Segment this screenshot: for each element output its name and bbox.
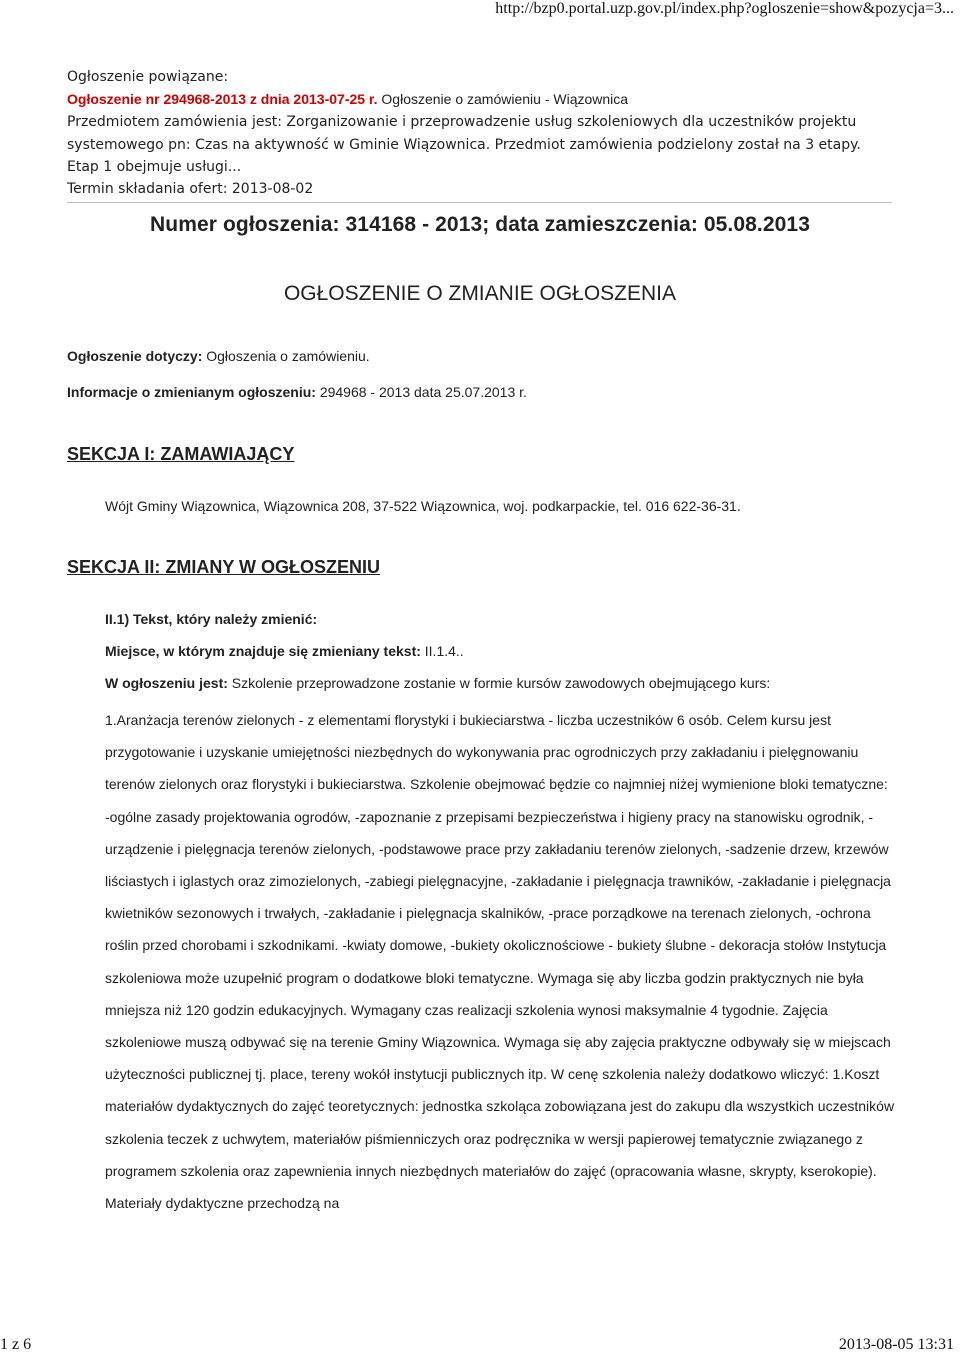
section-2-place xyxy=(105,643,464,659)
divider xyxy=(67,202,892,203)
section-2-title: SEKCJA II: ZMIANY W OGŁOSZENIU xyxy=(67,557,381,577)
section-1-text: Wójt Gminy Wiązownica, Wiązownica 208, 37-522 Wiązownica, woj. podkarpackie, tel. 016 622-36-31. xyxy=(105,498,741,514)
related-headline xyxy=(67,88,897,111)
section-2-item: II.1) Tekst, który należy zmienić: xyxy=(105,611,318,627)
related-deadline: Termin składania ofert: 2013-08-02 xyxy=(67,181,314,198)
notice-heading: OGŁOSZENIE O ZMIANIE OGŁOSZENIA xyxy=(283,282,677,305)
notice-info xyxy=(67,384,527,400)
section-2-body xyxy=(105,704,895,1219)
section-2-place-label: Miejsce, w którym znajduje się zmieniany tekst: xyxy=(105,643,421,659)
section-2-body-text: 1.Aranżacja terenów zielonych - z elementami florystyki i bukieciarstwa - liczba uczestników 6 osób. Celem kursu jest przygotowanie i uzyskanie umiejętności niezbędnych do wykonywania prac ogrodniczych przy zakładaniu i pielęgnowaniu terenów zielonych oraz florystyki i bukieciarstwa. Szkolenie obejmować będzie co najmniej niżej wymienione bloki tematyczne: -ogólne zasady projektowania ogrodów, -zapoznanie z przepisami bezpieczeństwa i higieny pracy na stanowisku ogrodnik, -urządzenie i pielęgnacja terenów zielonych, -podstawowe prace przy zakładaniu terenów zielonych, -sadzenie drzew, krzewów liściastych i iglastych oraz zimozielonych, -zabiegi pielęgnacyjne, -zakładanie i pielęgnacja trawników, -zakładanie i pielęgnacja kwietników sezonowych i trwałych, -zakładanie i pielęgnacja skalników, -prace porządkowe na terenach zielonych, -ochrona roślin przed chorobami i szkodnikami. -kwiaty domowe, -bukiety okolicznościowe - bukiety ślubne - dekoracja stołów Instytucja szkoleniowa może uzupełnić program o dodatkowe bloki tematyczne. Wymaga się aby liczba godzin praktycznych nie była mniejsza niż 120 godzin edukacyjnych. Wymagany czas realizacji szkolenia wynosi maksymalnie 4 tygodnie. Zajęcia szkoleniowe muszą odbywać się na terenie Gminy Wiązownica. Wymaga się aby zajęcia praktyczne odbywały się w miejscach użyteczności publicznej tj. place, tereny wokół instytucji publicznych itp. W cenę szkolenia należy dodatkowo wliczyć: 1.Koszt materiałów dydaktycznych do zajęć teoretycznych: jednostka szkoląca zobowiązana jest do zakupu dla wszystkich uczestników szkolenia teczek z uchwytem, materiałów piśmienniczych oraz podręcznika w wersji papierowej tematycznie związanego z programem szkolenia oraz zapewnienia innych niezbędnych materiałów do zajęć (opracowania własne, skrypty, kserokopie). Materiały dydaktyczne przechodzą na xyxy=(105,712,895,1212)
page-url: http://bzp0.portal.uzp.gov.pl/index.php?ogloszenie=show&pozycja=3... xyxy=(495,0,954,17)
section-2-place-value: II.1.4.. xyxy=(420,643,464,659)
related-title: Ogłoszenie powiązane: xyxy=(67,69,229,85)
related-description: Przedmiotem zamówienia jest: Zorganizowanie i przeprowadzenie usług szkoleniowych dla uczestników projektu systemowego pn: Czas na aktywność w Gminie Wiązownica. Przedmiot zamówienia podzielony został na 3 etapy. Etap 1 obejmuje usługi... xyxy=(67,114,861,175)
notice-info-value: 294968 - 2013 data 25.07.2013 r. xyxy=(315,384,527,400)
notice-concerns xyxy=(67,348,370,364)
print-timestamp: 2013-08-05 13:31 xyxy=(838,1336,954,1353)
related-notice xyxy=(67,66,897,200)
section-2-is xyxy=(105,675,770,691)
page-number: 1 z 6 xyxy=(0,1336,32,1353)
notice-concerns-value: Ogłoszenia o zamówieniu. xyxy=(202,348,370,364)
section-2-is-value: Szkolenie przeprowadzone zostanie w formie kursów zawodowych obejmującego kurs: xyxy=(227,675,771,691)
section-2-is-label: W ogłoszeniu jest: xyxy=(105,675,228,691)
notice-concerns-label: Ogłoszenie dotyczy: xyxy=(67,348,203,364)
section-1-title: SEKCJA I: ZAMAWIAJĄCY xyxy=(67,444,295,464)
notice-number: Numer ogłoszenia: 314168 - 2013; data zamieszczenia: 05.08.2013 xyxy=(150,213,810,236)
notice-info-label: Informacje o zmienianym ogłoszeniu: xyxy=(67,384,316,400)
related-notice-link[interactable]: Ogłoszenie nr 294968-2013 z dnia 2013-07-25 r. xyxy=(67,91,378,108)
related-notice-type: Ogłoszenie o zamówieniu - Wiązownica xyxy=(377,91,629,108)
